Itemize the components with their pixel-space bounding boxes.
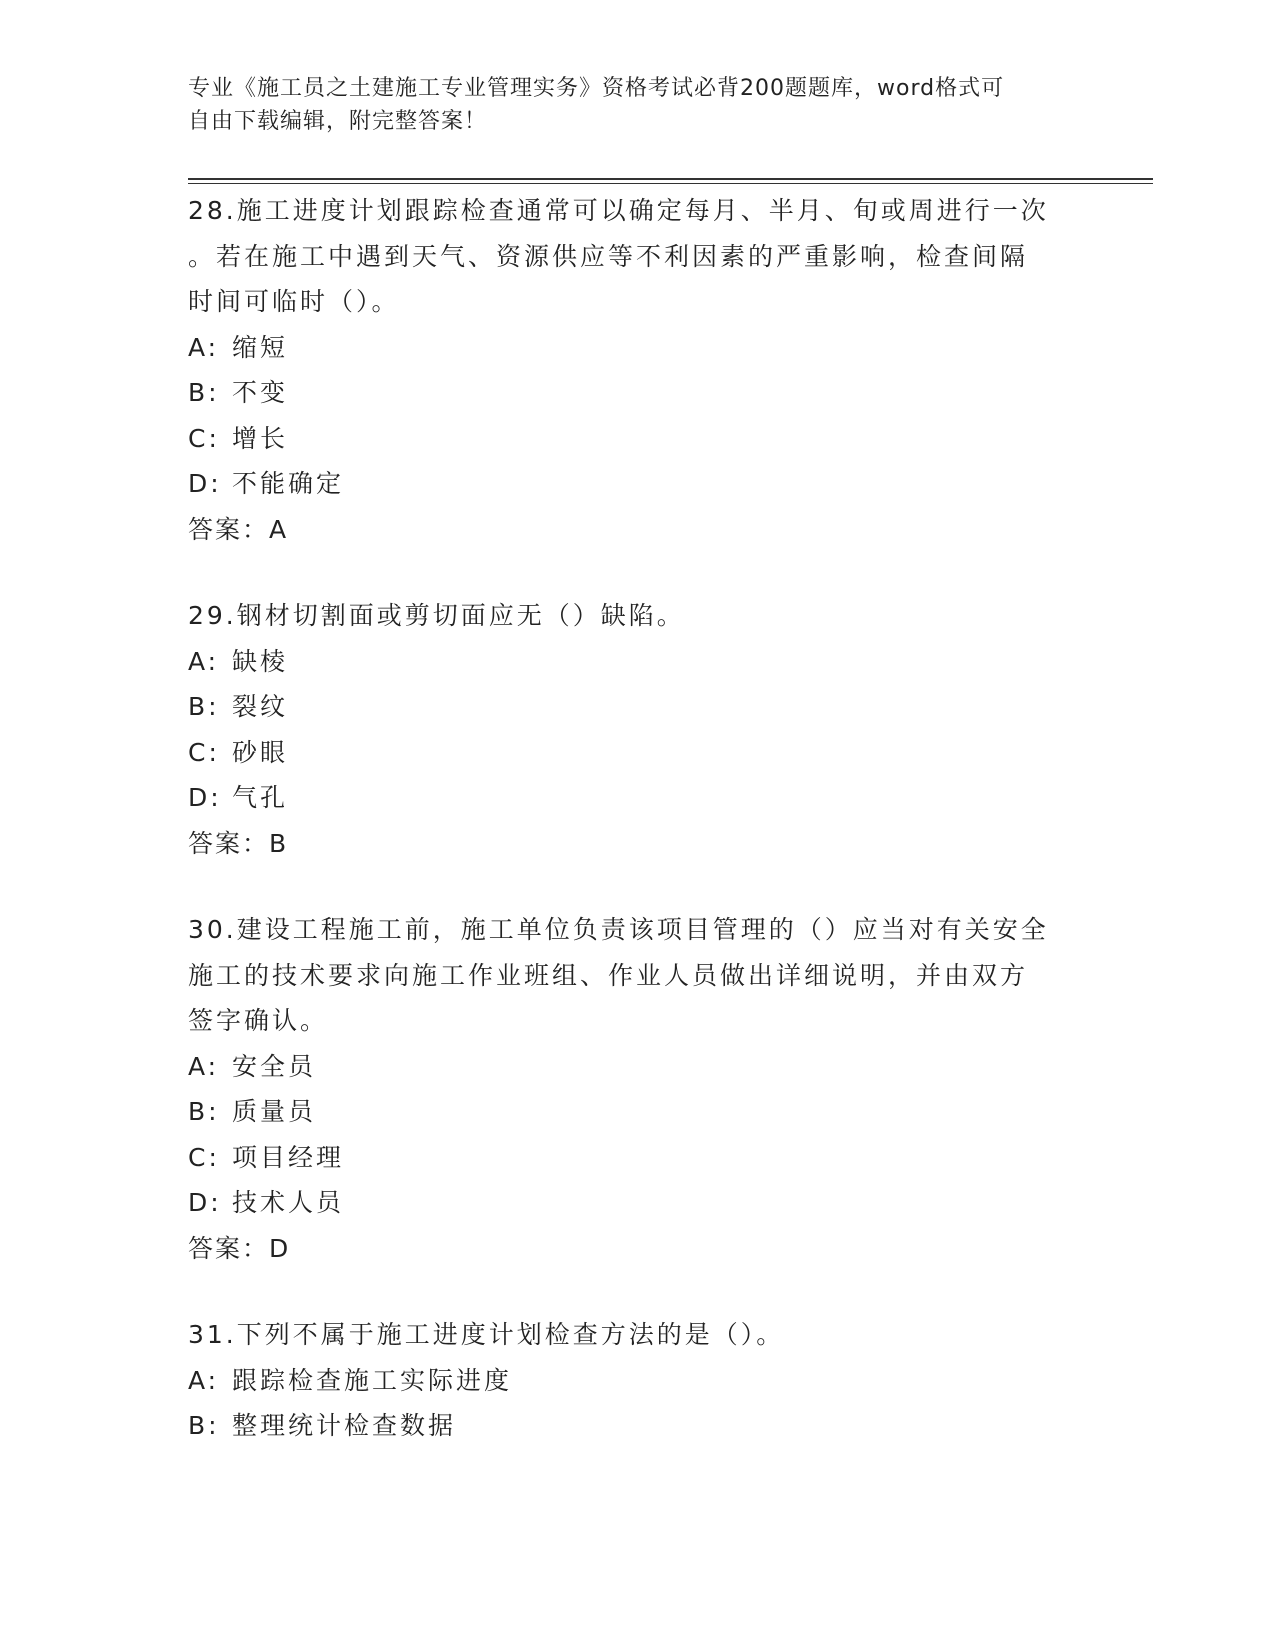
- question-stem-line: 29.钢材切割面或剪切面应无（）缺陷。: [188, 601, 685, 630]
- document-header: [188, 72, 1068, 138]
- option-a: [188, 1358, 1088, 1404]
- option-a: [188, 639, 1088, 685]
- answer-line: 答案：D: [188, 1233, 291, 1263]
- option-text: 不能确定: [232, 469, 345, 498]
- question-stem-line: 。若在施工中遇到天气、资源供应等不利因素的严重影响，检查间隔: [188, 241, 1029, 271]
- option-a: [188, 1044, 1088, 1090]
- option-d: [188, 775, 1088, 821]
- question-list: [188, 188, 1088, 1490]
- option-b: [188, 370, 1088, 416]
- option-letter: C:: [188, 423, 220, 453]
- question-stem-line: 31.下列不属于施工进度计划检查方法的是（）。: [188, 1320, 785, 1349]
- question-28: [188, 188, 1088, 552]
- option-letter: B:: [188, 1411, 220, 1440]
- question-stem-line: 时间可临时（）。: [188, 287, 400, 316]
- option-text: 质量员: [232, 1097, 317, 1126]
- option-letter: D:: [188, 1188, 222, 1217]
- question-stem-line: 30.建设工程施工前，施工单位负责该项目管理的（）应当对有关安全: [188, 915, 1049, 944]
- option-text: 砂眼: [232, 737, 289, 767]
- option-text: 增长: [232, 423, 289, 453]
- option-letter: A:: [188, 332, 220, 362]
- option-letter: B:: [188, 1097, 220, 1126]
- option-text: 缩短: [232, 332, 289, 362]
- answer-line: 答案：B: [188, 828, 289, 858]
- question-30: [188, 907, 1088, 1271]
- question-stem-line: 施工的技术要求向施工作业班组、作业人员做出详细说明，并由双方: [188, 960, 1029, 990]
- header-line-1: 专业《施工员之土建施工专业管理实务》资格考试必背200题题库，word格式可: [188, 76, 1005, 101]
- option-letter: C:: [188, 1142, 220, 1172]
- option-d: [188, 1180, 1088, 1226]
- question-stem-line: 28.施工进度计划跟踪检查通常可以确定每月、半月、旬或周进行一次: [188, 196, 1049, 225]
- option-letter: C:: [188, 737, 220, 767]
- header-line-2: 自由下载编辑，附完整答案！: [188, 109, 488, 134]
- option-d: [188, 461, 1088, 507]
- option-c: [188, 730, 1088, 776]
- option-b: [188, 1403, 1088, 1449]
- question-31: [188, 1312, 1088, 1449]
- header-divider-thick: [188, 178, 1153, 180]
- option-text: 技术人员: [232, 1188, 345, 1217]
- option-text: 跟踪检查施工实际进度: [232, 1365, 513, 1395]
- option-b: [188, 1089, 1088, 1135]
- option-text: 整理统计检查数据: [232, 1411, 457, 1440]
- option-c: [188, 416, 1088, 462]
- option-text: 不变: [232, 378, 289, 407]
- option-letter: D:: [188, 469, 222, 498]
- option-c: [188, 1135, 1088, 1181]
- option-letter: A:: [188, 1365, 220, 1395]
- option-a: [188, 325, 1088, 371]
- option-text: 缺棱: [232, 646, 289, 676]
- question-stem-line: 签字确认。: [188, 1006, 329, 1035]
- option-text: 气孔: [232, 783, 289, 812]
- option-letter: A:: [188, 646, 220, 676]
- question-29: [188, 593, 1088, 866]
- option-b: [188, 684, 1088, 730]
- option-letter: D:: [188, 783, 222, 812]
- header-divider-thin: [188, 183, 1153, 184]
- option-letter: B:: [188, 692, 220, 721]
- option-text: 裂纹: [232, 692, 289, 721]
- option-text: 安全员: [232, 1051, 317, 1081]
- option-text: 项目经理: [232, 1142, 345, 1172]
- answer-line: 答案：A: [188, 514, 289, 544]
- option-letter: B:: [188, 378, 220, 407]
- option-letter: A:: [188, 1051, 220, 1081]
